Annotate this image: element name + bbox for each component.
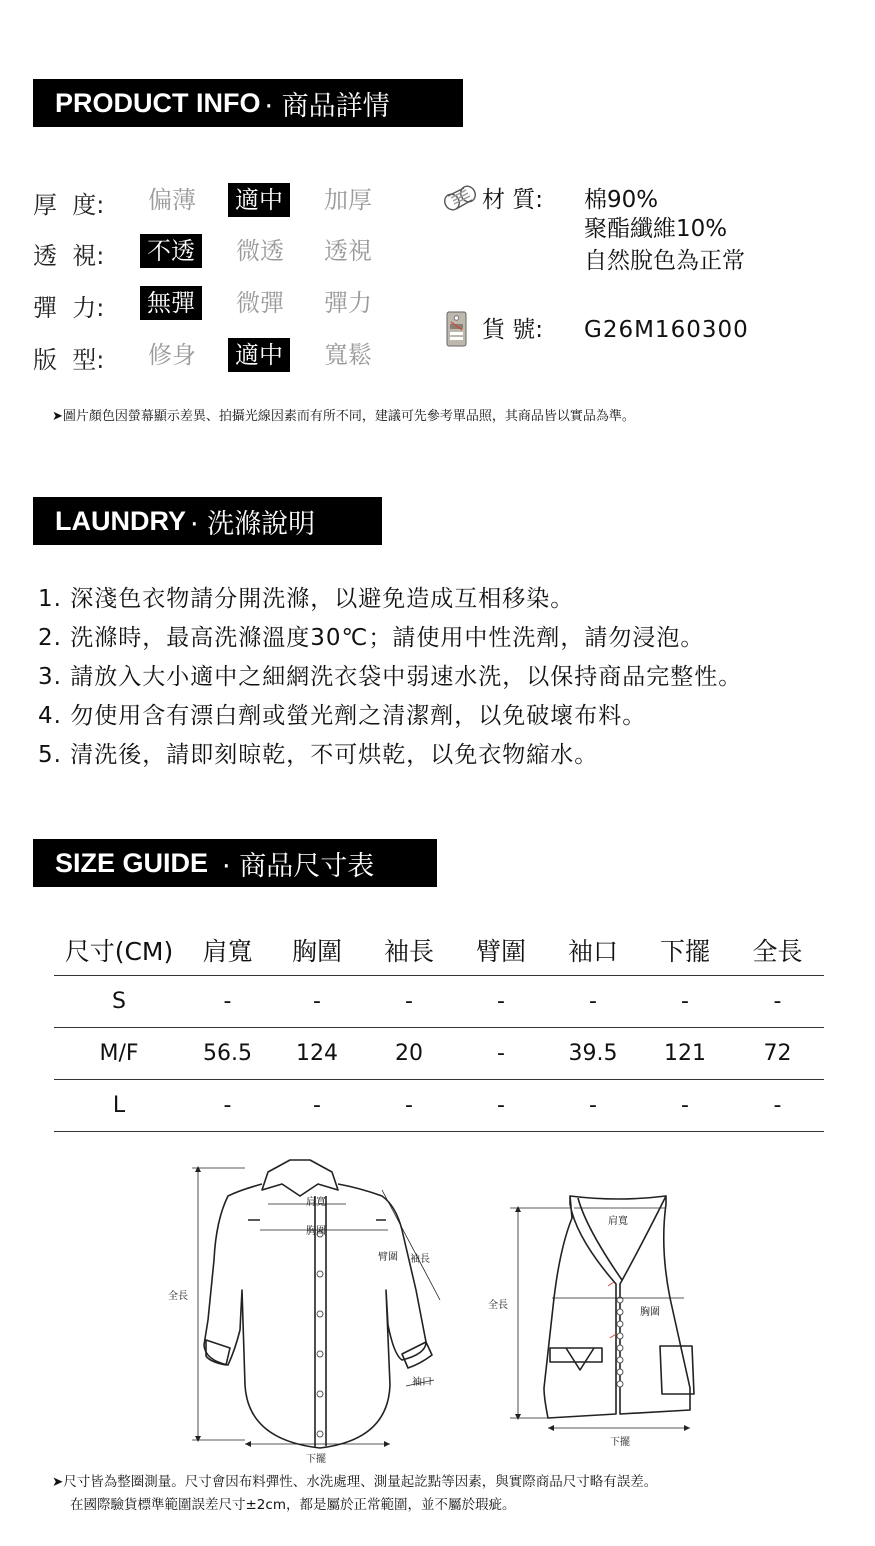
banner-title-zh: · 洗滌說明 xyxy=(190,508,316,540)
size-value-cell: 121 xyxy=(639,1028,731,1080)
laundry-banner xyxy=(33,497,382,545)
banner-title-en: SIZE GUIDE xyxy=(55,847,209,878)
size-value-cell: - xyxy=(455,1028,547,1080)
size-value-cell: - xyxy=(363,1080,455,1132)
attribute-label: 厚 度: xyxy=(33,191,105,219)
laundry-item: 1. 深淺色衣物請分開洗滌，以避免造成互相移染。 xyxy=(38,586,575,612)
attribute-option: 微透 xyxy=(236,237,284,265)
size-header-cell: 袖長 xyxy=(363,925,455,976)
size-value-cell: - xyxy=(731,976,824,1028)
sku-value: G26M160300 xyxy=(584,317,749,343)
table-row xyxy=(54,1080,824,1132)
attribute-option-selected: 無彈 xyxy=(140,286,202,320)
table-row xyxy=(54,1028,824,1080)
size-header-cell: 尺寸(CM) xyxy=(54,925,184,976)
size-value-cell: - xyxy=(271,976,363,1028)
size-header-cell: 袖口 xyxy=(547,925,639,976)
attribute-label: 版 型: xyxy=(33,346,105,374)
size-guide-banner xyxy=(33,839,437,887)
product-info-banner xyxy=(33,79,463,127)
attribute-option: 透視 xyxy=(324,237,372,265)
size-header-cell: 臂圍 xyxy=(455,925,547,976)
shirt-hem-label: 下擺 xyxy=(306,1454,326,1465)
vest-shoulder-label: 肩寬 xyxy=(608,1216,628,1227)
tag-icon xyxy=(444,310,470,350)
size-value-cell: - xyxy=(455,1080,547,1132)
size-value-cell: - xyxy=(547,1080,639,1132)
shirt-sleeve-label: 袖長 xyxy=(410,1254,430,1265)
size-header-cell: 全長 xyxy=(731,925,824,976)
vest-diagram xyxy=(490,1188,710,1450)
photo-color-note: ➤圖片顏色因螢幕顯示差異、拍攝光線因素而有所不同，建議可先參考單品照，其商品皆以實品為準。 xyxy=(52,409,635,424)
size-value-cell: - xyxy=(184,976,271,1028)
vest-length-label: 全長 xyxy=(488,1300,508,1311)
banner-title-zh: · 商品詳情 xyxy=(264,90,390,122)
size-header-cell: 下擺 xyxy=(639,925,731,976)
shirt-arm-label: 臂圍 xyxy=(378,1252,398,1263)
size-table xyxy=(54,925,824,1132)
size-value-cell: 56.5 xyxy=(184,1028,271,1080)
size-value-cell: - xyxy=(731,1080,824,1132)
banner-title-en: LAUNDRY xyxy=(55,505,186,536)
attribute-option: 修身 xyxy=(148,341,196,369)
size-header-cell: 肩寬 xyxy=(184,925,271,976)
size-note-line-1: ➤尺寸皆為整圈測量。尺寸會因布料彈性、水洗處理、測量起訖點等因素，與實際商品尺寸略有誤差。 xyxy=(52,1474,658,1490)
attribute-label: 彈 力: xyxy=(33,294,105,322)
material-line-1: 棉90% xyxy=(584,187,659,213)
size-value-cell: 39.5 xyxy=(547,1028,639,1080)
size-value-cell: - xyxy=(639,1080,731,1132)
size-value-cell: 72 xyxy=(731,1028,824,1080)
size-value-cell: 124 xyxy=(271,1028,363,1080)
laundry-item: 5. 清洗後，請即刻晾乾，不可烘乾，以免衣物縮水。 xyxy=(38,742,599,768)
size-value-cell: - xyxy=(547,976,639,1028)
size-value-cell: - xyxy=(271,1080,363,1132)
banner-title-en: PRODUCT INFO xyxy=(55,87,261,118)
attribute-label: 透 視: xyxy=(33,242,105,270)
size-header-cell: 胸圍 xyxy=(271,925,363,976)
table-row xyxy=(54,976,824,1028)
size-value-cell: - xyxy=(455,976,547,1028)
attribute-option: 加厚 xyxy=(324,186,372,214)
size-value-cell: 20 xyxy=(363,1028,455,1080)
size-value-cell: - xyxy=(184,1080,271,1132)
material-line-2: 聚酯纖維10% xyxy=(584,216,728,242)
attribute-option: 偏薄 xyxy=(148,186,196,214)
size-value-cell: - xyxy=(363,976,455,1028)
attribute-option: 彈力 xyxy=(324,289,372,317)
attribute-option-selected: 適中 xyxy=(228,183,290,217)
size-name-cell: L xyxy=(54,1080,184,1132)
attribute-option-selected: 適中 xyxy=(228,338,290,372)
size-table-header xyxy=(54,925,824,976)
laundry-item: 2. 洗滌時，最高洗滌溫度30℃；請使用中性洗劑，請勿浸泡。 xyxy=(38,625,705,651)
size-name-cell: S xyxy=(54,976,184,1028)
size-name-cell: M/F xyxy=(54,1028,184,1080)
size-note-line-2: 在國際驗貨標準範圍誤差尺寸±2cm，都是屬於正常範圍，並不屬於瑕疵。 xyxy=(70,1497,516,1513)
shirt-shoulder-label: 肩寬 xyxy=(306,1197,326,1208)
shirt-length-label: 全長 xyxy=(168,1291,188,1302)
vest-hem-label: 下擺 xyxy=(610,1437,630,1448)
attribute-option: 寬鬆 xyxy=(324,341,372,369)
material-line-3: 自然脫色為正常 xyxy=(584,248,745,274)
attribute-option-selected: 不透 xyxy=(140,234,202,268)
material-label: 材 質: xyxy=(482,187,544,213)
shirt-cuff-label: 袖口 xyxy=(412,1377,432,1388)
shirt-chest-label: 胸圍 xyxy=(306,1226,326,1237)
thread-spool-icon xyxy=(442,184,478,214)
shirt-diagram xyxy=(150,1150,450,1460)
laundry-item: 4. 勿使用含有漂白劑或螢光劑之清潔劑，以免破壞布料。 xyxy=(38,703,647,729)
laundry-item: 3. 請放入大小適中之細網洗衣袋中弱速水洗，以保持商品完整性。 xyxy=(38,664,743,690)
size-value-cell: - xyxy=(639,976,731,1028)
sku-label: 貨 號: xyxy=(482,317,544,343)
attribute-option: 微彈 xyxy=(236,289,284,317)
banner-title-zh: · 商品尺寸表 xyxy=(222,850,375,882)
vest-chest-label: 胸圍 xyxy=(640,1307,660,1318)
